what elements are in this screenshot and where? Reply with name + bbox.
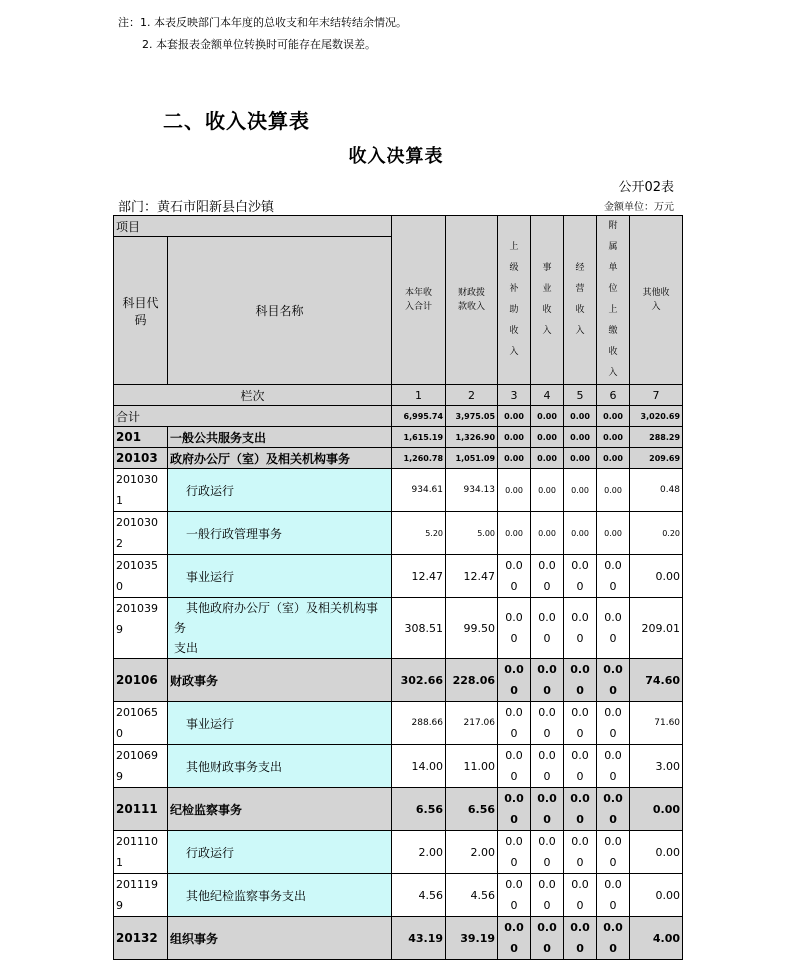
cell: 0.0 0 [564, 874, 597, 917]
cell: 308.51 [392, 598, 446, 659]
cell: 0.00 [531, 427, 564, 448]
header-total-income: 本年收 入合计 [392, 216, 446, 385]
cell: 288.29 [630, 427, 683, 448]
cell: 0.0 0 [531, 917, 564, 960]
cell: 0.0 0 [597, 831, 630, 874]
table-row [114, 469, 683, 512]
table-row [114, 917, 683, 960]
table-row [114, 659, 683, 702]
header-code: 科目代 码 [114, 237, 168, 385]
cell: 0.0 0 [597, 917, 630, 960]
note-line-2: 2. 本套报表金额单位转换时可能存在尾数误差。 [142, 38, 376, 51]
name-cell: 行政运行 [168, 469, 392, 512]
code-cell: 201 [114, 427, 168, 448]
cell: 1,051.09 [446, 448, 498, 469]
cell: 71.60 [630, 702, 683, 745]
name-cell: 其他政府办公厅（室）及相关机构事务 支出 [168, 598, 392, 659]
cell: 934.13 [446, 469, 498, 512]
col-num-3: 3 [498, 385, 531, 406]
cell: 12.47 [446, 555, 498, 598]
cell: 0.0 0 [531, 555, 564, 598]
cell: 0.00 [498, 512, 531, 555]
code-cell: 201035 0 [114, 555, 168, 598]
name-cell: 纪检监察事务 [168, 788, 392, 831]
col-num-2: 2 [446, 385, 498, 406]
header-fiscal-income: 财政拨 款收入 [446, 216, 498, 385]
cell: 0.00 [531, 469, 564, 512]
cell: 14.00 [392, 745, 446, 788]
table-row [114, 555, 683, 598]
note-line-1: 注：1. 本表反映部门本年度的总收支和年末结转结余情况。 [118, 16, 407, 29]
section-heading: 二、收入决算表 [163, 109, 310, 133]
cell: 288.66 [392, 702, 446, 745]
cell: 0.0 0 [597, 659, 630, 702]
cell: 0.0 0 [597, 874, 630, 917]
cell: 4.56 [392, 874, 446, 917]
header-operating-income: 经 营 收 入 [564, 216, 597, 385]
cell: 0.0 0 [498, 598, 531, 659]
cell: 0.0 0 [531, 598, 564, 659]
code-cell: 201110 1 [114, 831, 168, 874]
department-label: 部门：黄石市阳新县白沙镇 [118, 200, 275, 215]
cell: 0.0 0 [564, 745, 597, 788]
header-affiliate-income: 附 属 单 位 上 缴 收 入 [597, 216, 630, 385]
cell: 2.00 [392, 831, 446, 874]
code-cell: 201119 9 [114, 874, 168, 917]
cell: 3,020.69 [630, 406, 683, 427]
cell: 5.20 [392, 512, 446, 555]
cell: 0.00 [498, 448, 531, 469]
cell: 6.56 [392, 788, 446, 831]
cell: 934.61 [392, 469, 446, 512]
cell: 1,260.78 [392, 448, 446, 469]
table-title: 收入决算表 [348, 146, 444, 167]
table-row [114, 788, 683, 831]
col-num-1: 1 [392, 385, 446, 406]
cell: 0.00 [498, 469, 531, 512]
cell: 0.0 0 [498, 745, 531, 788]
header-lanci: 栏次 [114, 385, 392, 406]
table-row [114, 406, 683, 427]
cell: 0.0 0 [597, 555, 630, 598]
table-row [114, 598, 683, 659]
table-row [114, 745, 683, 788]
cell: 11.00 [446, 745, 498, 788]
name-cell: 其他财政事务支出 [168, 745, 392, 788]
cell: 12.47 [392, 555, 446, 598]
cell: 0.48 [630, 469, 683, 512]
cell: 0.0 0 [531, 788, 564, 831]
cell: 302.66 [392, 659, 446, 702]
table-row [114, 427, 683, 448]
name-cell: 政府办公厅（室）及相关机构事务 [168, 448, 392, 469]
cell: 0.0 0 [531, 831, 564, 874]
cell: 0.0 0 [531, 745, 564, 788]
cell: 209.69 [630, 448, 683, 469]
cell: 0.20 [630, 512, 683, 555]
cell: 0.0 0 [597, 598, 630, 659]
cell: 0.0 0 [597, 788, 630, 831]
code-cell: 201030 2 [114, 512, 168, 555]
cell: 0.0 0 [498, 788, 531, 831]
name-cell: 行政运行 [168, 831, 392, 874]
cell: 217.06 [446, 702, 498, 745]
cell: 6,995.74 [392, 406, 446, 427]
cell: 1,326.90 [446, 427, 498, 448]
table-row [114, 874, 683, 917]
cell: 4.00 [630, 917, 683, 960]
cell: 0.0 0 [531, 874, 564, 917]
header-project: 项目 [114, 216, 392, 237]
cell: 0.0 0 [498, 702, 531, 745]
cell: 0.00 [597, 427, 630, 448]
cell: 0.00 [597, 406, 630, 427]
cell: 0.00 [564, 406, 597, 427]
cell: 0.0 0 [564, 659, 597, 702]
code-cell: 20132 [114, 917, 168, 960]
table-row [114, 512, 683, 555]
cell: 0.00 [630, 788, 683, 831]
cell: 1,615.19 [392, 427, 446, 448]
table-row [114, 702, 683, 745]
cell: 209.01 [630, 598, 683, 659]
cell: 39.19 [446, 917, 498, 960]
col-num-5: 5 [564, 385, 597, 406]
cell: 0.0 0 [564, 702, 597, 745]
cell: 0.00 [564, 512, 597, 555]
cell: 0.0 0 [564, 598, 597, 659]
code-cell: 201069 9 [114, 745, 168, 788]
cell: 3,975.05 [446, 406, 498, 427]
code-cell: 201065 0 [114, 702, 168, 745]
cell: 0.0 0 [564, 555, 597, 598]
cell: 0.0 0 [498, 917, 531, 960]
cell: 2.00 [446, 831, 498, 874]
name-cell: 一般行政管理事务 [168, 512, 392, 555]
name-cell: 事业运行 [168, 702, 392, 745]
cell: 0.00 [498, 427, 531, 448]
name-cell: 组织事务 [168, 917, 392, 960]
name-cell: 其他纪检监察事务支出 [168, 874, 392, 917]
cell: 0.00 [597, 469, 630, 512]
cell: 0.00 [630, 874, 683, 917]
cell: 0.0 0 [498, 555, 531, 598]
unit-label: 金额单位：万元 [604, 202, 674, 213]
col-num-4: 4 [531, 385, 564, 406]
cell: 0.00 [597, 448, 630, 469]
cell: 0.00 [597, 512, 630, 555]
name-cell: 事业运行 [168, 555, 392, 598]
header-superior-subsidy: 上 级 补 助 收 入 [498, 216, 531, 385]
income-table [113, 215, 683, 960]
total-label: 合计 [114, 406, 392, 427]
cell: 74.60 [630, 659, 683, 702]
code-cell: 20106 [114, 659, 168, 702]
cell: 0.0 0 [531, 659, 564, 702]
header-business-income: 事 业 收 入 [531, 216, 564, 385]
code-cell: 201030 1 [114, 469, 168, 512]
table-row [114, 448, 683, 469]
cell: 0.00 [531, 512, 564, 555]
cell: 0.00 [564, 448, 597, 469]
table-row [114, 831, 683, 874]
cell: 5.00 [446, 512, 498, 555]
cell: 0.0 0 [597, 702, 630, 745]
header-other-income: 其他收 入 [630, 216, 683, 385]
code-cell: 20103 [114, 448, 168, 469]
code-cell: 20111 [114, 788, 168, 831]
cell: 0.00 [630, 831, 683, 874]
cell: 0.00 [630, 555, 683, 598]
code-cell: 201039 9 [114, 598, 168, 659]
cell: 228.06 [446, 659, 498, 702]
name-cell: 财政事务 [168, 659, 392, 702]
cell: 0.00 [564, 469, 597, 512]
cell: 0.00 [531, 406, 564, 427]
cell: 0.0 0 [597, 745, 630, 788]
cell: 99.50 [446, 598, 498, 659]
cell: 0.0 0 [498, 831, 531, 874]
form-number: 公开02表 [618, 180, 674, 195]
cell: 6.56 [446, 788, 498, 831]
cell: 0.0 0 [498, 874, 531, 917]
col-num-7: 7 [630, 385, 683, 406]
name-cell: 一般公共服务支出 [168, 427, 392, 448]
cell: 0.00 [498, 406, 531, 427]
cell: 0.00 [531, 448, 564, 469]
header-name: 科目名称 [168, 237, 392, 385]
cell: 43.19 [392, 917, 446, 960]
cell: 0.0 0 [564, 788, 597, 831]
cell: 0.0 0 [531, 702, 564, 745]
cell: 0.0 0 [564, 831, 597, 874]
cell: 3.00 [630, 745, 683, 788]
cell: 0.00 [564, 427, 597, 448]
cell: 0.0 0 [498, 659, 531, 702]
cell: 4.56 [446, 874, 498, 917]
col-num-6: 6 [597, 385, 630, 406]
cell: 0.0 0 [564, 917, 597, 960]
